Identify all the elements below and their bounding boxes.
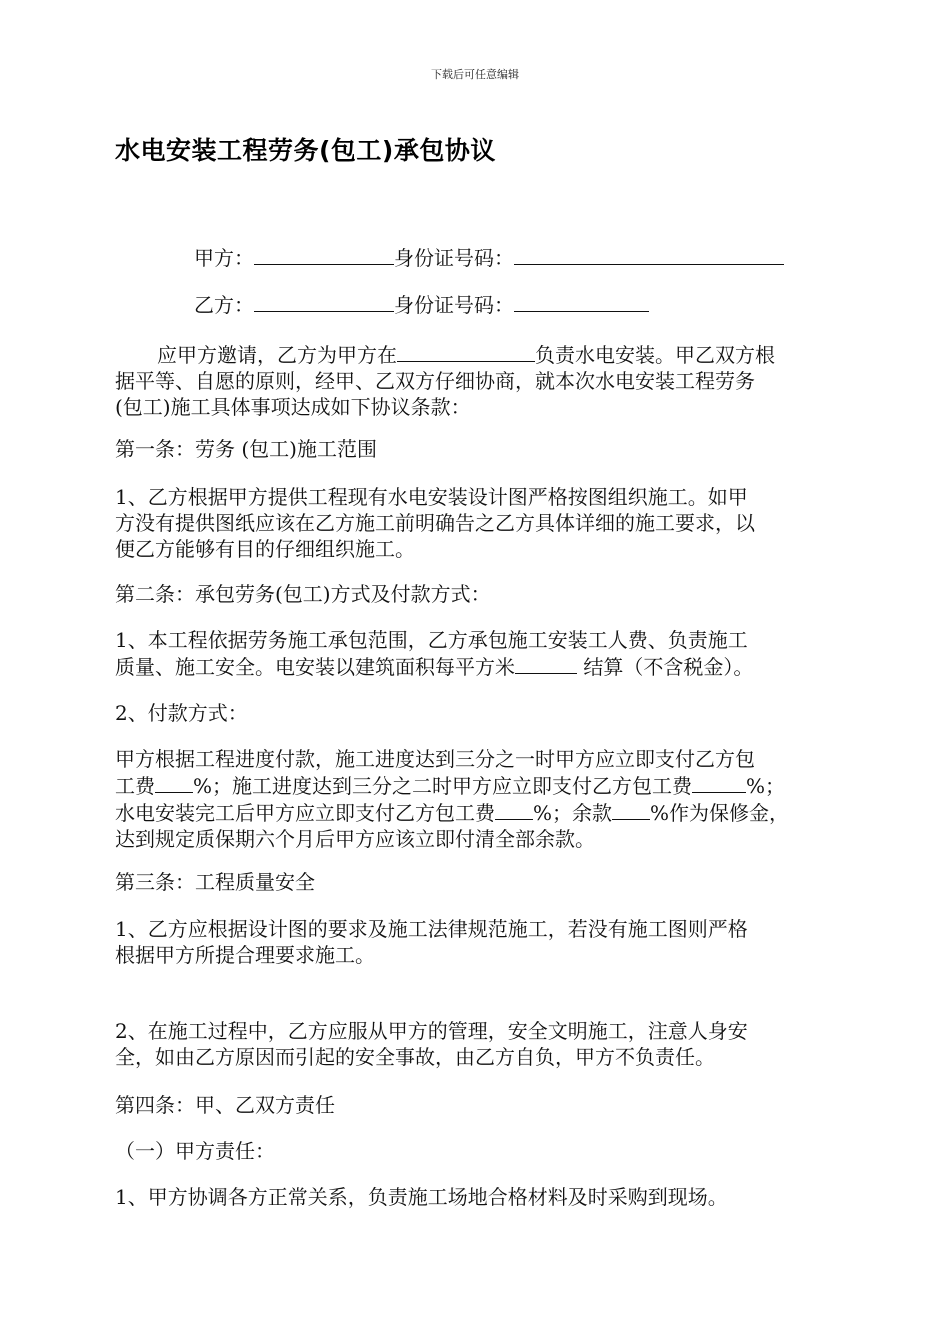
- pay-line-1: 甲方根据工程进度付款，施工进度达到三分之一时甲方应立即支付乙方包: [115, 747, 755, 771]
- a1-line-1: 1、乙方根据甲方提供工程现有水电安装设计图严格按图组织施工。如甲: [115, 485, 748, 509]
- payment-paragraph: [115, 746, 835, 852]
- price-per-sqm-blank[interactable]: [515, 653, 577, 674]
- pay-l2-text-b: %；施工进度达到三分之二时甲方应立即支付乙方包工费: [193, 774, 693, 798]
- party-a-label: 甲方：: [194, 246, 254, 270]
- pay-line-4: 达到规定质保期六个月后甲方应该立即付清全部余款。: [115, 827, 595, 851]
- party-b-id-label: 身份证号码：: [394, 293, 514, 317]
- pay-l2-text-c: %；: [746, 774, 786, 798]
- article-3-heading: 第三条：工程质量安全: [115, 870, 315, 894]
- pay-l3-text-a: 水电安装完工后甲方应立即支付乙方包工费: [115, 801, 495, 825]
- a2-line-2-text-b: 结算（不含税金）。: [577, 655, 754, 679]
- a2-line-2-text-a: 质量、施工安全。电安装以建筑面积每平方米: [115, 655, 515, 679]
- a1-line-2: 方没有提供图纸应该在乙方施工前明确告之乙方具体详细的施工要求，以: [115, 511, 755, 535]
- pay-line-3: [115, 799, 835, 826]
- pay-pct-1-blank[interactable]: [155, 772, 193, 793]
- party-a-name-blank[interactable]: [254, 244, 394, 265]
- article-2-clause-1: [115, 627, 835, 680]
- article-2-clause-2: 2、付款方式：: [115, 701, 248, 725]
- party-b-label: 乙方：: [194, 293, 254, 317]
- a3-c1-line-1: 1、乙方应根据设计图的要求及施工法律规范施工，若没有施工图则严格: [115, 917, 748, 941]
- intro-paragraph: [115, 341, 835, 420]
- article-1-clause-1: [115, 484, 835, 562]
- article-3-clause-1: [115, 916, 835, 968]
- article-1-heading: 第一条：劳务 (包工)施工范围: [115, 437, 377, 461]
- pay-l3-text-b: %；余款: [533, 801, 613, 825]
- pay-l3-text-c: %作为保修金，: [650, 801, 790, 825]
- intro-text-a: 应甲方邀请，乙方为甲方在: [157, 343, 397, 367]
- intro-line-2: 据平等、自愿的原则，经甲、乙双方仔细协商，就本次水电安装工程劳务: [115, 369, 755, 393]
- article-3-clause-2: [115, 1018, 835, 1070]
- party-a-id-blank[interactable]: [514, 244, 784, 265]
- party-b-id-blank[interactable]: [514, 291, 649, 312]
- a3-c1-line-2: 根据甲方所提合理要求施工。: [115, 943, 375, 967]
- article-4-subheading-a: （一）甲方责任：: [115, 1139, 275, 1163]
- article-4-heading: 第四条：甲、乙双方责任: [115, 1093, 335, 1117]
- intro-text-b: 负责水电安装。甲乙双方根: [535, 343, 775, 367]
- pay-pct-2-blank[interactable]: [692, 772, 746, 793]
- party-b-name-blank[interactable]: [254, 291, 394, 312]
- location-blank[interactable]: [397, 341, 535, 362]
- a2-line-2: [115, 653, 835, 680]
- a3-c2-line-2: 全，如由乙方原因而引起的安全事故，由乙方自负，甲方不负责任。: [115, 1045, 715, 1069]
- document-title: 水电安装工程劳务(包工)承包协议: [115, 136, 496, 165]
- a3-c2-line-1: 2、在施工过程中，乙方应服从甲方的管理，安全文明施工，注意人身安: [115, 1019, 748, 1043]
- party-b-line: [194, 291, 914, 318]
- warranty-pct-blank[interactable]: [612, 799, 650, 820]
- page-header: 下载后可任意编辑: [431, 68, 519, 81]
- party-a-id-label: 身份证号码：: [394, 246, 514, 270]
- pay-l2-text-a: 工费: [115, 774, 155, 798]
- intro-line-3: (包工)施工具体事项达成如下协议条款：: [115, 395, 471, 419]
- pay-pct-3-blank[interactable]: [495, 799, 533, 820]
- pay-line-2: [115, 772, 835, 799]
- article-2-heading: 第二条：承包劳务(包工)方式及付款方式：: [115, 582, 491, 606]
- intro-line-1: [115, 341, 835, 368]
- party-a-line: [194, 244, 914, 271]
- article-4-clause-1: 1、甲方协调各方正常关系，负责施工场地合格材料及时采购到现场。: [115, 1185, 728, 1209]
- a1-line-3: 便乙方能够有目的仔细组织施工。: [115, 537, 415, 561]
- a2-line-1: 1、本工程依据劳务施工承包范围，乙方承包施工安装工人费、负责施工: [115, 628, 748, 652]
